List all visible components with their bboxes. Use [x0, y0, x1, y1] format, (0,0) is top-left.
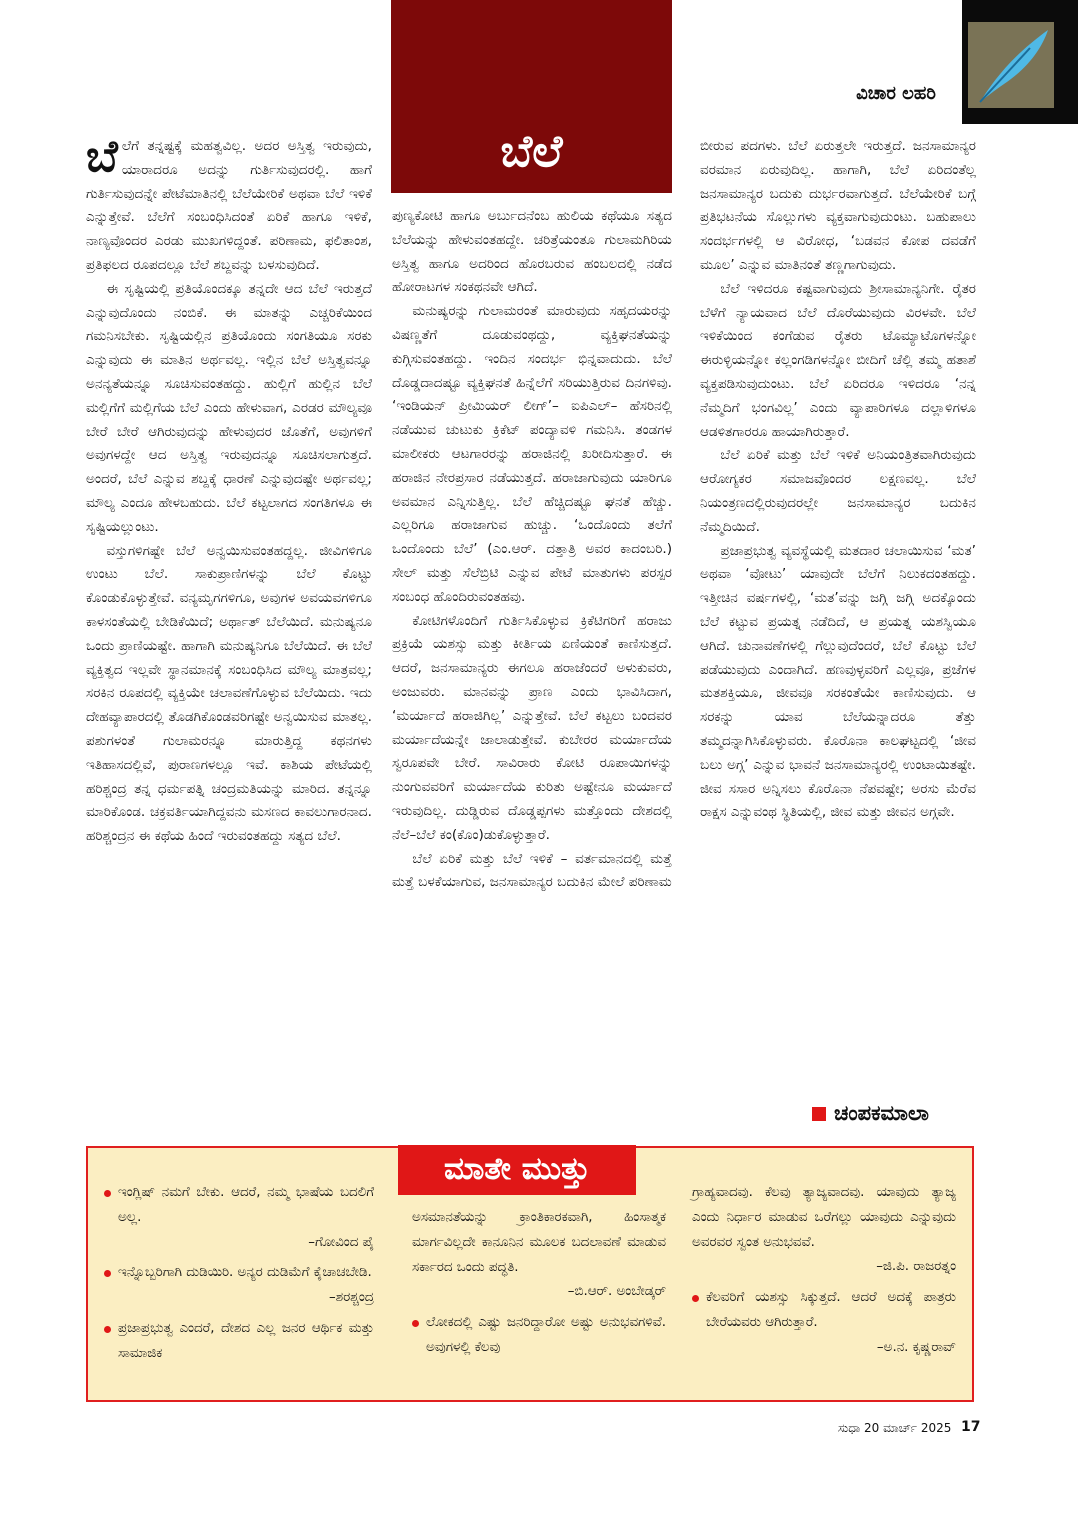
- paragraph: ಬೆಲೆಗೆ ತನ್ನಷ್ಟಕ್ಕೆ ಮಹತ್ವವಿಲ್ಲ. ಅದರ ಅಸ್ತಿತ್ವ ಇರುವುದು, ಯಾರಾದರೂ ಅದನ್ನು ಗುರ್ತಿಸುವುದರಲ್ಲಿ. ಹಾಗೆ ಗುರ್ತಿಸುವುದನ್ನೇ ಪೇಟೆಮಾತಿನಲ್ಲಿ ಬೆಲೆಯೇರಿಕೆ ಅಥವಾ ಬೆಲೆ ಇಳಿಕೆ ಎನ್ನುತ್ತೇವೆ. ಬೆಲೆಗೆ ಸಂಬಂಧಿಸಿದಂತೆ ಏರಿಕೆ ಹಾಗೂ ಇಳಿಕೆ, ನಾಣ್ಯವೊಂದರ ಎರಡು ಮುಖಗಳಿದ್ದಂತೆ. ಪರಿಣಾಮ, ಫಲಿತಾಂಶ, ಪ್ರತಿಫಲದ ರೂಪದಲ್ಲೂ ಬೆಲೆ ಶಬ್ದವನ್ನು ಬಳಸುವುದಿದೆ.: [86, 131, 372, 273]
- quotes-column-3: [692, 1181, 956, 1367]
- quote-author: –ಜಿ.ಪಿ. ರಾಜರತ್ನಂ: [876, 1259, 956, 1275]
- red-square-icon: [812, 1107, 826, 1121]
- quote-continuation: ಗ್ರಾಹ್ಯವಾದವು. ಕೆಲವು ತ್ಯಾಜ್ಯವಾದವು. ಯಾವುದು ತ್ಯಾಜ್ಯ ಎಂದು ನಿರ್ಧಾರ ಮಾಡುವ ಒರೆಗಲ್ಲು ಯಾವುದು ಎನ್ನುವುದು ಅವರವರ ಸ್ವಂತ ಅನುಭವವೆ.: [692, 1185, 956, 1250]
- quote-item: ಲೋಕದಲ್ಲಿ ಎಷ್ಟು ಜನರಿದ್ದಾರೋ ಅಷ್ಟು ಅನುಭವಗಳಿವೆ. ಅವುಗಳಲ್ಲಿ ಕೆಲವು: [412, 1311, 666, 1361]
- author-byline: [812, 1101, 929, 1126]
- bullet-dot-icon: [104, 1270, 111, 1277]
- quotes-column-2: [412, 1206, 666, 1361]
- paragraph: ಬೆಲೆ ಇಳಿದರೂ ಕಷ್ಟವಾಗುವುದು ಶ್ರೀಸಾಮಾನ್ಯನಿಗೇ. ರೈತರ ಬೆಳೆಗೆ ನ್ಯಾಯವಾದ ಬೆಲೆ ದೊರೆಯುವುದು ವಿರಳವೇ. ಬೆಲೆ ಇಳಿಕೆಯಿಂದ ಕಂಗೆಡುವ ರೈತರು ಟೊಮ್ಯಾಟೊಗಳನ್ನೋ ಈರುಳ್ಳಿಯನ್ನೋ ಕಲ್ಲಂಗಡಿಗಳನ್ನೋ ಬೀದಿಗೆ ಚೆಲ್ಲಿ ತಮ್ಮ ಹತಾಶೆ ವ್ಯಕ್ತಪಡಿಸುವುದುಂಟು. ಬೆಲೆ ಏರಿದರೂ ಇಳಿದರೂ ‘ನನ್ನ ನೆಮ್ಮದಿಗೆ ಭಂಗವಿಲ್ಲ’ ಎಂದು ವ್ಯಾಪಾರಿಗಳೂ ದಲ್ಲಾಳಿಗಳೂ ಆಡಳಿತಗಾರರೂ ಹಾಯಾಗಿರುತ್ತಾರೆ.: [700, 280, 976, 440]
- article-column-3: [700, 135, 976, 825]
- author-name: ಚಂಪಕಮಾಲಾ: [834, 1101, 929, 1125]
- paragraph: ಕೋಟಿಗಳೊಂದಿಗೆ ಗುರ್ತಿಸಿಕೊಳ್ಳುವ ಕ್ರಿಕೆಟಿಗರಿಗೆ ಹರಾಜು ಪ್ರಕ್ರಿಯೆ ಯಶಸ್ಸು ಮತ್ತು ಕೀರ್ತಿಯ ಏಣಿಯಂತೆ ಕಾಣಿಸುತ್ತದೆ. ಆದರೆ, ಜನಸಾಮಾನ್ಯರು ಈಗಲೂ ಹರಾಜೆಂದರೆ ಅಳುಕುವರು, ಅಂಜುವರು. ಮಾನವನ್ನು ಪ್ರಾಣ ಎಂದು ಭಾವಿಸಿದಾಗ, ‘ಮರ್ಯಾದೆ ಹರಾಜಿಗಿಲ್ಲ’ ಎನ್ನುತ್ತೇವೆ. ಬೆಲೆ ಕಟ್ಟಲು ಬಂದವರ ಮರ್ಯಾದೆಯನ್ನೇ ಜಾಲಾಡುತ್ತೇವೆ. ಕುಬೇರರ ಮರ್ಯಾದೆಯ ಸ್ವರೂಪವೇ ಬೇರೆ. ಸಾವಿರಾರು ಕೋಟಿ ರೂಪಾಯಿಗಳನ್ನು ನುಂಗುವವರಿಗೆ ಮರ್ಯಾದೆಯ ಕುರಿತು ಅಷ್ಟೇನೂ ಮರ್ಯಾದೆ ಇರುವುದಿಲ್ಲ. ದುಡ್ಡಿರುವ ದೊಡ್ಡಪ್ಪಗಳು ಮತ್ತೊಂದು ದೇಶದಲ್ಲಿ ನೆಲೆ–ಬೆಲೆ ಕಂ(ಕೊಂ)ಡುಕೊಳ್ಳುತ್ತಾರೆ.: [392, 612, 672, 843]
- bullet-dot-icon: [104, 1190, 111, 1197]
- quote-item: ಇಂಗ್ಲಿಷ್ ನಮಗೆ ಬೇಕು. ಆದರೆ, ನಮ್ಮ ಭಾಷೆಯ ಬದಲಿಗೆ ಅಲ್ಲ.: [104, 1181, 374, 1231]
- paragraph: ಮನುಷ್ಯರನ್ನು ಗುಲಾಮರಂತೆ ಮಾರುವುದು ಸಹೃದಯರನ್ನು ವಿಷಣ್ಣತೆಗೆ ದೂಡುವಂಥದ್ದು, ವ್ಯಕ್ತಿಘನತೆಯನ್ನು ಕುಗ್ಗಿಸುವಂತಹದ್ದು. ಇಂದಿನ ಸಂದರ್ಭ ಭಿನ್ನವಾದುದು. ಬೆಲೆ ದೊಡ್ಡದಾದಷ್ಟೂ ವ್ಯಕ್ತಿಘನತೆ ಹಿನ್ನೆಲೆಗೆ ಸರಿಯುತ್ತಿರುವ ದಿನಗಳಿವು. ‘ಇಂಡಿಯನ್ ಪ್ರೀಮಿಯರ್ ಲೀಗ್’– ಐಪಿಎಲ್– ಹೆಸರಿನಲ್ಲಿ ನಡೆಯುವ ಚುಟುಕು ಕ್ರಿಕೆಟ್ ಪಂದ್ಯಾವಳಿ ಗಮನಿಸಿ. ತಂಡಗಳ ಮಾಲೀಕರು ಆಟಗಾರರನ್ನು ಹರಾಜಿನಲ್ಲಿ ಖರೀದಿಸುತ್ತಾರೆ. ಈ ಹರಾಜಿನ ನೇರಪ್ರಸಾರ ನಡೆಯುತ್ತದೆ. ಹರಾಜಾಗುವುದು ಯಾರಿಗೂ ಅವಮಾನ ಎನ್ನಿಸುತ್ತಿಲ್ಲ. ಬೆಲೆ ಹೆಚ್ಚಿದಷ್ಟೂ ಘನತೆ ಹೆಚ್ಚು. ಎಲ್ಲರಿಗೂ ಹರಾಜಾಗುವ ಹುಚ್ಚು. ‘ಒಂದೊಂದು ತಲೆಗೆ ಒಂದೊಂದು ಬೆಲೆ’ (ಎಂ.ಆರ್. ದತ್ತಾತ್ರಿ ಅವರ ಕಾದಂಬರಿ.) ಸೇಲ್ ಮತ್ತು ಸೆಲೆಬ್ರಿಟಿ ಎನ್ನುವ ಪೇಟೆ ಮಾತುಗಳು ಪರಸ್ಪರ ಸಂಬಂಧ ಹೊಂದಿರುವಂತಹವು.: [392, 303, 672, 605]
- drop-cap: ಬೆ: [86, 131, 118, 182]
- folio-line: ಸುಧಾ 20 ಮಾರ್ಚ್ 2025: [838, 1421, 952, 1435]
- bullet-dot-icon: [104, 1326, 111, 1333]
- title-box: [391, 0, 672, 193]
- paragraph: ಈ ಸೃಷ್ಟಿಯಲ್ಲಿ ಪ್ರತಿಯೊಂದಕ್ಕೂ ತನ್ನದೇ ಆದ ಬೆಲೆ ಇರುತ್ತದೆ ಎನ್ನುವುದೊಂದು ನಂಬಿಕೆ. ಈ ಮಾತನ್ನು ಎಚ್ಚರಿಕೆಯಿಂದ ಗಮನಿಸಬೇಕು. ಸೃಷ್ಟಿಯಲ್ಲಿನ ಪ್ರತಿಯೊಂದು ಸಂಗತಿಯೂ ಸರಕು ಎನ್ನುವುದು ಈ ಮಾತಿನ ಅರ್ಥವಲ್ಲ. ಇಲ್ಲಿನ ಬೆಲೆ ಅಸ್ತಿತ್ವವನ್ನೂ ಅನನ್ಯತೆಯನ್ನೂ ಸೂಚಿಸುವಂತಹದ್ದು. ಹುಲ್ಲಿಗೆ ಹುಲ್ಲಿನ ಬೆಲೆ ಮಲ್ಲಿಗೆಗೆ ಮಲ್ಲಿಗೆಯ ಬೆಲೆ ಎಂದು ಹೇಳುವಾಗ, ಎರಡರ ಮೌಲ್ಯವೂ ಬೇರೆ ಬೇರೆ ಆಗಿರುವುದನ್ನು ಹೇಳುವುದರ ಜೊತೆಗೆ, ಅವುಗಳಿಗೆ ಅವುಗಳದ್ದೇ ಆದ ಅಸ್ತಿತ್ವ ಇರುವುದನ್ನೂ ಸೂಚಿಸಲಾಗುತ್ತದೆ. ಅಂದರೆ, ಬೆಲೆ ಎನ್ನುವ ಶಬ್ದಕ್ಕೆ ಧಾರಣೆ ಎನ್ನುವುದಷ್ಟೇ ಅರ್ಥವಲ್ಲ; ಮೌಲ್ಯ ಎಂದೂ ಹೇಳಬಹುದು. ಬೆಲೆ ಕಟ್ಟಲಾಗದ ಸಂಗತಿಗಳೂ ಈ ಸೃಷ್ಟಿಯಲ್ಲುಂಟು.: [86, 280, 372, 535]
- paragraph: ವಸ್ತುಗಳಿಗಷ್ಟೇ ಬೆಲೆ ಅನ್ವಯಿಸುವಂತಹದ್ದಲ್ಲ. ಜೀವಿಗಳಿಗೂ ಉಂಟು ಬೆಲೆ. ಸಾಕುಪ್ರಾಣಿಗಳನ್ನು ಬೆಲೆ ಕೊಟ್ಟು ಕೊಂಡುಕೊಳ್ಳುತ್ತೇವೆ. ವನ್ಯಮೃಗಗಳಿಗೂ, ಅವುಗಳ ಅವಯವಗಳಿಗೂ ಕಾಳಸಂತೆಯಲ್ಲಿ ಬೇಡಿಕೆಯಿದೆ; ಅರ್ಥಾತ್ ಬೆಲೆಯಿದೆ. ಮನುಷ್ಯನೂ ಒಂದು ಪ್ರಾಣಿಯಷ್ಟೇ. ಹಾಗಾಗಿ ಮನುಷ್ಯನಿಗೂ ಬೆಲೆಯಿದೆ. ಈ ಬೆಲೆ ವ್ಯಕ್ತಿತ್ವದ ಇಲ್ಲವೇ ಸ್ಥಾನಮಾನಕ್ಕೆ ಸಂಬಂಧಿಸಿದ ಮೌಲ್ಯ ಮಾತ್ರವಲ್ಲ; ಸರಕಿನ ರೂಪದಲ್ಲಿ ವ್ಯಕ್ತಿಯೇ ಚಲಾವಣೆಗೊಳ್ಳುವ ಬೆಲೆಯಿದು. ಇದು ದೇಹವ್ಯಾಪಾರದಲ್ಲಿ ತೊಡಗಿಕೊಂಡವರಿಗಷ್ಟೇ ಅನ್ವಯಿಸುವ ಮಾತಲ್ಲ. ಪಶುಗಳಂತೆ ಗುಲಾಮರನ್ನೂ ಮಾರುತ್ತಿದ್ದ ಕಥನಗಳು ಇತಿಹಾಸದಲ್ಲಿವೆ, ಪುರಾಣಗಳಲ್ಲೂ ಇವೆ. ಕಾಶಿಯ ಪೇಟೆಯಲ್ಲಿ ಹರಿಶ್ಚಂದ್ರ ತನ್ನ ಧರ್ಮಪತ್ನಿ ಚಂದ್ರಮತಿಯನ್ನು ಮಾರಿದ. ತನ್ನನ್ನೂ ಮಾರಿಕೊಂಡ. ಚಕ್ರವರ್ತಿಯಾಗಿದ್ದವನು ಮಸಣದ ಕಾವಲುಗಾರನಾದ. ಹರಿಶ್ಚಂದ್ರನ ಈ ಕಥೆಯ ಹಿಂದೆ ಇರುವಂತಹದ್ದು ಸತ್ಯದ ಬೆಲೆ.: [86, 542, 372, 845]
- paragraph: ಬೆಲೆ ಏರಿಕೆ ಮತ್ತು ಬೆಲೆ ಇಳಿಕೆ – ವರ್ತಮಾನದಲ್ಲಿ ಮತ್ತೆ ಮತ್ತೆ ಬಳಕೆಯಾಗುವ, ಜನಸಾಮಾನ್ಯರ ಬದುಕಿನ ಮೇಲೆ ಪರಿಣಾಮ: [392, 850, 672, 891]
- quote-continuation: ಅಸಮಾನತೆಯನ್ನು ಕ್ರಾಂತಿಕಾರಕವಾಗಿ, ಹಿಂಸಾತ್ಮಕ ಮಾರ್ಗವಿಲ್ಲದೇ ಕಾನೂನಿನ ಮೂಲಕ ಬದಲಾವಣೆ ಮಾಡುವ ಸರ್ಕಾರದ ಒಂದು ಪದ್ಧತಿ.: [412, 1210, 666, 1275]
- quote-item: ಇನ್ನೊಬ್ಬರಿಗಾಗಿ ದುಡಿಯಿರಿ. ಅನ್ಯರ ದುಡಿಮೆಗೆ ಕೈಚಾಚಬೇಡಿ.: [104, 1261, 374, 1286]
- bullet-dot-icon: [412, 1320, 419, 1327]
- quote-author: –ಶರಶ್ಚಂದ್ರ: [329, 1290, 374, 1306]
- quotes-title: ಮಾತೇ ಮುತ್ತು: [398, 1145, 636, 1195]
- quote-author: –ಗೋವಿಂದ ಪೈ: [308, 1234, 374, 1250]
- paragraph: ಬೆಲೆ ಏರಿಕೆ ಮತ್ತು ಬೆಲೆ ಇಳಿಕೆ ಅನಿಯಂತ್ರಿತವಾಗಿರುವುದು ಆರೋಗ್ಯಕರ ಸಮಾಜವೊಂದರ ಲಕ್ಷಣವಲ್ಲ. ಬೆಲೆ ನಿಯಂತ್ರಣದಲ್ಲಿರುವುದರಲ್ಲೇ ಜನಸಾಮಾನ್ಯರ ಬದುಕಿನ ನೆಮ್ಮದಿಯಿದೆ.: [700, 447, 976, 535]
- section-label: ವಿಚಾರ ಲಹರಿ: [834, 82, 958, 106]
- bullet-dot-icon: [692, 1295, 699, 1302]
- feather-icon: [968, 22, 1054, 108]
- quote-item: ಪ್ರಜಾಪ್ರಭುತ್ವ ಎಂದರೆ, ದೇಶದ ಎಲ್ಲ ಜನರ ಆರ್ಥಿಕ ಮತ್ತು ಸಾಮಾಜಿಕ: [104, 1317, 374, 1367]
- article-column-2: [392, 205, 672, 895]
- paragraph: ಪ್ರಜಾಪ್ರಭುತ್ವ ವ್ಯವಸ್ಥೆಯಲ್ಲಿ ಮತದಾರ ಚಲಾಯಿಸುವ ‘ಮತ’ ಅಥವಾ ‘ವೋಟು’ ಯಾವುದೇ ಬೆಲೆಗೆ ನಿಲುಕದಂತಹದ್ದು. ಇತ್ತೀಚಿನ ವರ್ಷಗಳಲ್ಲಿ, ‘ಮತ’ವನ್ನು ಜಗ್ಗಿ ಜಗ್ಗಿ ಅದಕ್ಕೊಂದು ಬೆಲೆ ಕಟ್ಟುವ ಪ್ರಯತ್ನ ನಡೆದಿದೆ, ಆ ಪ್ರಯತ್ನ ಯಶಸ್ವಿಯೂ ಆಗಿದೆ. ಚುನಾವಣೆಗಳಲ್ಲಿ ಗೆಲ್ಲುವುದೆಂದರೆ, ಬೆಲೆ ಕೊಟ್ಟು ಬೆಲೆ ಪಡೆಯುವುದು ಎಂದಾಗಿದೆ. ಹಣವುಳ್ಳವರಿಗೆ ಎಲ್ಲವೂ, ಪ್ರಜೆಗಳ ಮತಶಕ್ತಿಯೂ, ಜೀವವೂ ಸರಕಂತೆಯೇ ಕಾಣಿಸುವುದು. ಆ ಸರಕನ್ನು ಯಾವ ಬೆಲೆಯನ್ನಾದರೂ ತೆತ್ತು ತಮ್ಮದನ್ನಾಗಿಸಿಕೊಳ್ಳುವರು. ಕೊರೊನಾ ಕಾಲಘಟ್ಟದಲ್ಲಿ ‘ಜೀವ ಬಲು ಅಗ್ಗ’ ಎನ್ನುವ ಭಾವನೆ ಜನಸಾಮಾನ್ಯರಲ್ಲಿ ಉಂಟಾಯಿತಷ್ಟೇ. ಜೀವ ಸಸಾರ ಅನ್ನಿಸಲು ಕೊರೊನಾ ನೆಪವಷ್ಟೇ; ಅರಸು ಮೆರೆವ ರಾಕ್ಷಸ ಎನ್ನುವಂಥ ಸ್ಥಿತಿಯಲ್ಲಿ, ಜೀವ ಮತ್ತು ಜೀವನ ಅಗ್ಗವೇ.: [700, 542, 976, 821]
- article-title: ಬೆಲೆ: [500, 126, 563, 177]
- paragraph: ಪುಣ್ಯಕೋಟಿ ಹಾಗೂ ಅರ್ಬುದನೆಂಬ ಹುಲಿಯ ಕಥೆಯೂ ಸತ್ಯದ ಬೆಲೆಯನ್ನು ಹೇಳುವಂತಹದ್ದೇ. ಚರಿತ್ರೆಯಂತೂ ಗುಲಾಮಗಿರಿಯ ಅಸ್ತಿತ್ವ ಹಾಗೂ ಅದರಿಂದ ಹೊರಬರುವ ಹಂಬಲದಲ್ಲಿ ನಡೆದ ಹೋರಾಟಗಳ ಸಂಕಥನವೇ ಆಗಿದೆ.: [392, 208, 672, 296]
- quote-author: –ಬಿ.ಆರ್. ಅಂಬೇಡ್ಕರ್: [567, 1284, 666, 1300]
- quotes-column-1: [104, 1181, 374, 1367]
- quote-item: ಕೆಲವರಿಗೆ ಯಶಸ್ಸು ಸಿಕ್ಕುತ್ತದೆ. ಆದರೆ ಅದಕ್ಕೆ ಪಾತ್ರರು ಬೇರೆಯವರು ಆಗಿರುತ್ತಾರೆ.: [692, 1286, 956, 1336]
- quote-author: –ಅ.ನ. ಕೃಷ್ಣರಾವ್: [876, 1339, 956, 1355]
- article-column-1: [86, 131, 372, 849]
- paragraph: ಬೀರುವ ಪದಗಳು. ಬೆಲೆ ಏರುತ್ತಲೇ ಇರುತ್ತದೆ. ಜನಸಾಮಾನ್ಯರ ವರಮಾನ ಏರುವುದಿಲ್ಲ. ಹಾಗಾಗಿ, ಬೆಲೆ ಏರಿದಂತೆಲ್ಲ ಜನಸಾಮಾನ್ಯರ ಬದುಕು ದುರ್ಭರವಾಗುತ್ತದೆ. ಬೆಲೆಯೇರಿಕೆ ಬಗ್ಗೆ ಪ್ರತಿಭಟನೆಯ ಸೊಲ್ಲುಗಳು ವ್ಯಕ್ತವಾಗುವುದುಂಟು. ಬಹುಪಾಲು ಸಂದರ್ಭಗಳಲ್ಲಿ ಆ ವಿರೋಧ, ‘ಬಡವನ ಕೋಪ ದವಡೆಗೆ ಮೂಲ’ ಎನ್ನುವ ಮಾತಿನಂತೆ ತಣ್ಣಗಾಗುವುದು.: [700, 138, 976, 273]
- page-number: 17: [961, 1419, 981, 1435]
